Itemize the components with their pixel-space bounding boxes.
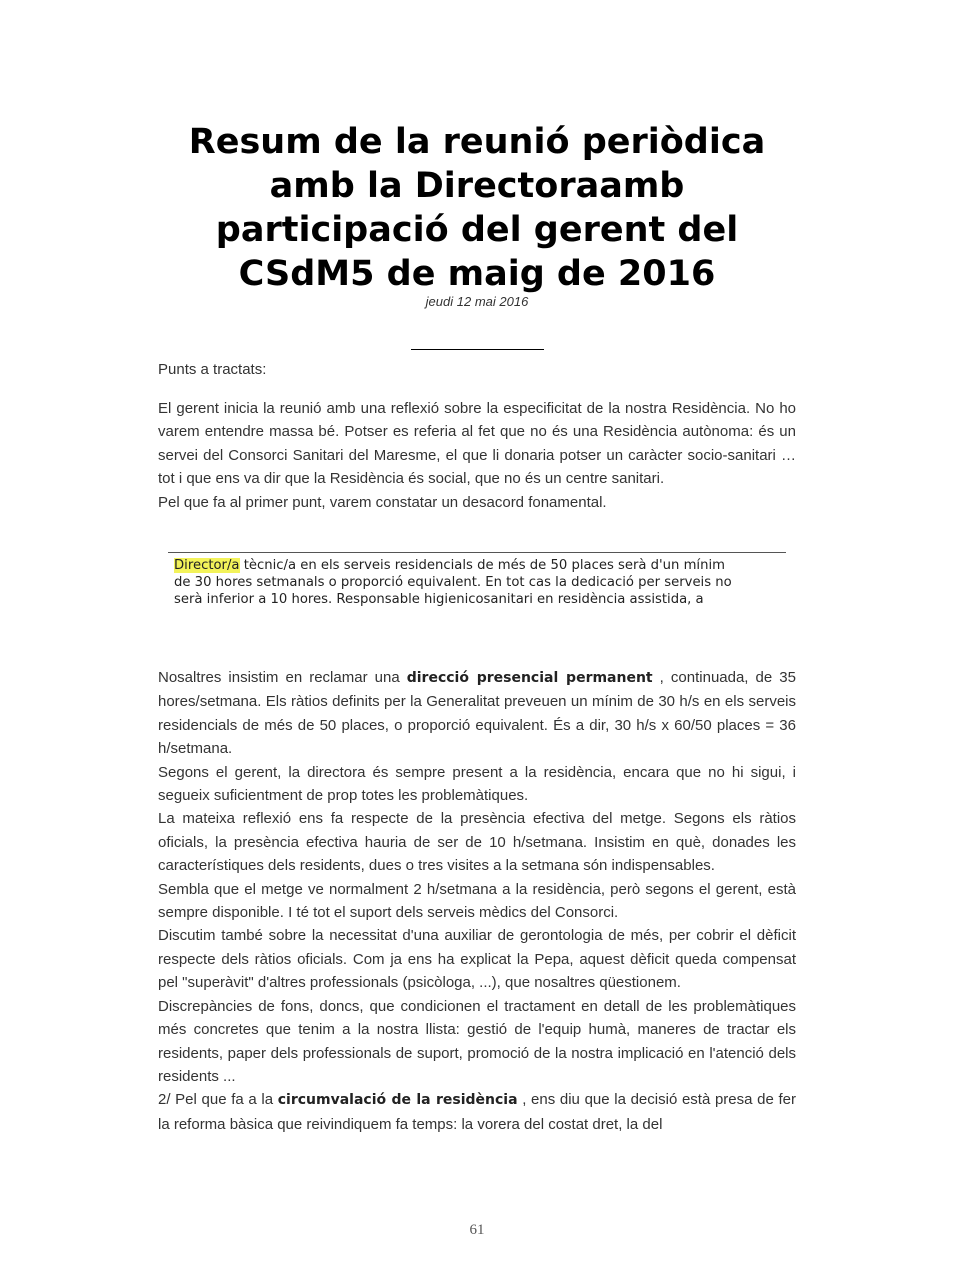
paragraph [158,1088,796,1136]
title-line: amb la Directoraamb [269,166,685,206]
separator-rule [411,349,544,350]
paragraph: Pel que fa al primer punt, varem constatar un desacord fonamental. [158,493,607,511]
excerpt-line: serà inferior a 10 hores. Responsable higienicosanitari en residència assistida, a [174,592,704,607]
paragraph: La mateixa reflexió ens fa respecte de la presència efectiva del metge. Segons els ràtios oficials, la presència efectiva hauria de ser de 10 h/setmana. Insistim en què, donades les característiques dels residents, dues o tres visites a la setmana són indispensables. [158,810,796,875]
document-date: jeudi 12 mai 2016 [425,294,529,309]
intro-text: Punts a tractats: [158,361,267,378]
quoted-excerpt-image [168,552,786,612]
paragraph: El gerent inicia la reunió amb una reflexió sobre la especificitat de la nostra Residència. No ho varem entendre massa bé. Potser es referia al fet que no és una Residència autònoma: és un servei del Consorci Sanitari del Maresme, el que li donaria potser un caràcter socio-sanitari … tot i que ens va dir que la Residència és social, que no és un centre sanitari. [158,400,796,488]
paragraph-group-2 [158,666,796,1136]
title-line: CSdM5 de maig de 2016 [238,254,716,294]
paragraph: Segons el gerent, la directora és sempre present a la residència, encara que no hi sigui, i segueix suficientment de prop totes les problemàtiques. [158,763,796,805]
text-run: Nosaltres insistim en reclamar una [158,669,407,686]
page-number: 61 [469,1222,485,1238]
title-line: Resum de la reunió periòdica [188,122,766,162]
excerpt-line: de 30 hores setmanals o proporció equivalent. En tot cas la dedicació per serveis no [174,575,732,590]
excerpt-line [168,557,786,574]
paragraph: Discutim també sobre la necessitat d'una auxiliar de gerontologia de més, per cobrir el dèficit respecte dels ràtios oficials. Com ja ens ha explicat la Pepa, aquest dèficit queda compensat pel "superàvit" d'altres professionals (psicòloga, ...), que nosaltres qüestionem. [158,927,796,992]
paragraph: Sembla que el metge ve normalment 2 h/setmana a la residència, però segons el gerent, està sempre disponible. I té tot el suport dels serveis mèdics del Consorci. [158,880,796,922]
paragraph [158,666,796,761]
bold-phrase: direcció presencial permanent [406,670,653,686]
bold-phrase: circumvalació de la residència [277,1092,518,1109]
document-title [140,120,814,296]
text-run: , ens diu que la decisió està presa de fer la reforma bàsica que reivindiquem fa temps: la vorera del costat dret, la del [158,1091,796,1133]
paragraph-group-1 [158,397,796,514]
text-run: , continuada, de 35 hores/setmana. Els ràtios definits per la Generalitat preveuen un mínim de 30 h/s en els serveis residencials de més de 50 places, o proporció equivalent. És a dir, 30 h/s x 60/50 places = 36 h/setmana. [158,669,796,758]
excerpt-text: tècnic/a en els serveis residencials de més de 50 places serà d'un mínim [239,558,725,573]
text-run: 2/ Pel que fa a la [158,1091,278,1109]
paragraph: Discrepàncies de fons, doncs, que condicionen el tractament en detall de les problemàtiques més concretes que tenim a la nostra llista: gestió de l'equip humà, maneres de tractar els residents, paper dels professionals de suport, promoció de la nostra implicació en l'atenció dels residents ... [158,997,796,1085]
excerpt-highlight: Director/a [174,558,240,573]
title-line: participació del gerent del [215,210,739,250]
